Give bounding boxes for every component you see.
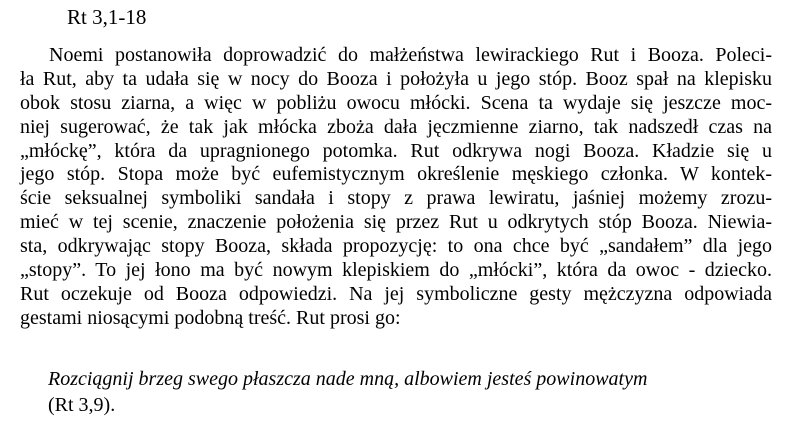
- quote-reference: (Rt 3,9).: [48, 394, 116, 416]
- paragraph-line: jego stóp. Stopa może być eufemistycznym określenie męskiego członka. W kontek-: [20, 163, 772, 186]
- paragraph-line: gestami niosącymi podobną treść. Rut prosi go:: [20, 306, 401, 329]
- paragraph-line: ście seksualnej symboliki sandała i stopy z prawa lewiratu, jaśniej możemy zrozu-: [20, 187, 772, 210]
- quote-text: Rozciągnij brzeg swego płaszcza nade mną, albowiem jesteś powinowatym: [48, 368, 648, 390]
- bible-quote: [48, 366, 772, 418]
- page-heading: Rt 3,1-18: [67, 5, 147, 29]
- paragraph-line: „stopy”. To jej łono ma być nowym klepiskiem do „młócki”, która da owoc - dziecko.: [20, 259, 772, 282]
- paragraph-line: „młóckę”, która da upragnionego potomka. Rut odkrywa nogi Booza. Kładzie się u: [20, 139, 772, 162]
- paragraph-line: obok stosu ziarna, a więc w pobliżu owocu młócki. Scena ta wydaje się jeszcze moc-: [20, 91, 772, 114]
- paragraph-line: Noemi postanowiła doprowadzić do małżeństwa lewirackiego Rut i Booza. Poleci-: [49, 44, 772, 66]
- paragraph-line: niej sugerować, że tak jak młócka zboża dała jęczmienne ziarno, tak nadszedł czas na: [20, 115, 772, 138]
- paragraph-line: mieć w tej scenie, znaczenie położenia się przez Rut u odkrytych stóp Booza. Niewia-: [20, 211, 772, 234]
- body-paragraph: [20, 44, 772, 331]
- paragraph-line: ła Rut, aby ta udała się w nocy do Booza i położyła u jego stóp. Booz spał na klepisku: [20, 67, 772, 90]
- paragraph-line: Rut oczekuje od Booza odpowiedzi. Na jej symboliczne gesty mężczyzna odpowiada: [20, 282, 772, 305]
- paragraph-line: sta, odkrywając stopy Booza, składa propozycję: to ona chce być „sandałem” dla jego: [20, 235, 772, 258]
